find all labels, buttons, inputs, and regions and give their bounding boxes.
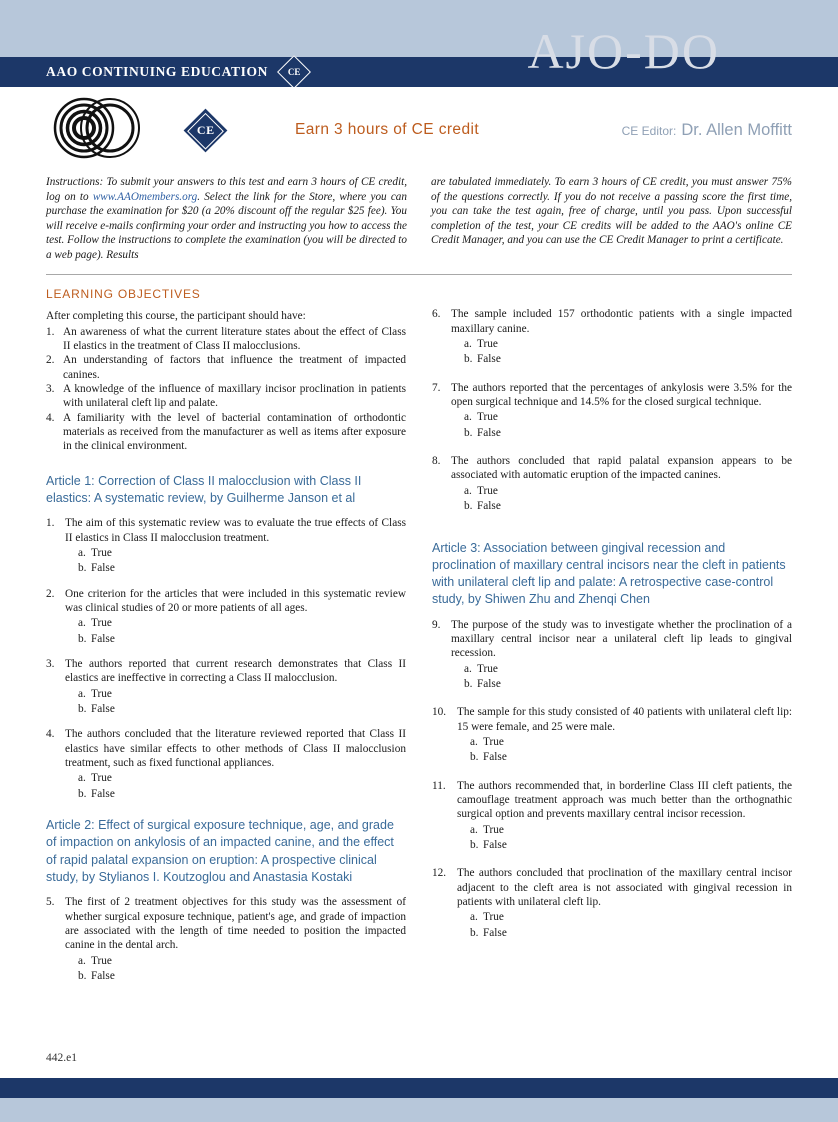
article-2-heading: Article 2: Effect of surgical exposure technique, age, and grade of impaction on ankylosis of an impacted canine, and the effect of rapid palatal expansion on eruption: A prospective clinical study, by Stylianos I. Koutzoglou and Anastasia Kostaki (46, 818, 394, 884)
option-letter: a. (78, 617, 86, 630)
option-letter: a. (470, 735, 478, 748)
question-5 (46, 895, 406, 983)
question-text: The aim of this systematic review was to evaluate the true effects of Class II elastics in Class II malocclusion treatment. (65, 517, 406, 544)
option-label: True (483, 823, 504, 836)
answer-option-false (464, 499, 792, 513)
option-letter: a. (464, 484, 472, 497)
instructions-right-column: are tabulated immediately. To earn 3 hours of CE credit, you must answer 75% of the questions correctly. If you do not receive a passing score the first time, you can take the test again, free of charge, until you pass. Upon successful completion of the test, your CE credits will be added to the AAO's online CE Credit Manager, and you can use the CE Credit Manager to print a certificate. (431, 176, 792, 247)
quiz-content (46, 285, 792, 994)
answer-option-false (78, 632, 406, 646)
option-letter: b. (78, 703, 87, 716)
answer-option-true (78, 546, 406, 560)
masthead (46, 97, 792, 163)
option-label: False (91, 787, 115, 800)
learning-objectives-heading: LEARNING OBJECTIVES (46, 287, 201, 302)
objective-number: 3. (46, 383, 55, 396)
question-text: One criterion for the articles that were included in this systematic review was clinical studies of 20 or more patients of all ages. (65, 587, 406, 615)
option-label: False (483, 926, 507, 939)
question-text: The sample for this study consisted of 40 patients with unilateral cleft lip: 15 were female, and 25 were male. (457, 706, 792, 733)
question-number: 4. (46, 728, 55, 741)
option-letter: b. (464, 353, 473, 366)
option-label: True (483, 735, 504, 748)
ce-badge-text: CE (287, 66, 301, 77)
option-label: True (477, 411, 498, 424)
question-6 (432, 307, 792, 366)
option-label: False (477, 677, 501, 690)
article-1-heading: Article 1: Correction of Class II malocclusion with Class II elastics: A systematic review, by Guilherme Janson et al (46, 473, 362, 506)
option-letter: b. (464, 500, 473, 513)
question-number: 5. (46, 896, 55, 909)
question-number: 3. (46, 658, 55, 671)
option-label: True (91, 954, 112, 967)
objective-text: A knowledge of the influence of maxillary incisor proclination in patients with unilateral cleft lip and palate. (63, 383, 406, 410)
aao-members-link[interactable]: www.AAOmembers.org (92, 190, 198, 203)
question-number: 1. (46, 517, 55, 530)
left-column (46, 285, 406, 994)
objective-text: An understanding of factors that influence the treatment of impacted canines. (63, 354, 406, 381)
bottom-margin-strip (0, 1098, 838, 1122)
option-label: False (477, 353, 501, 366)
answer-option-false (464, 426, 792, 440)
option-letter: a. (470, 911, 478, 924)
ce-diamond-icon (277, 55, 311, 89)
option-label: True (477, 662, 498, 675)
instructions-left-column (46, 175, 407, 262)
question-text: The first of 2 treatment objectives for this study was the assessment of whether surgical exposure technique, patient's age, and grade of impaction are associated with the length of time needed to position the impacted canine in the dental arch. (65, 896, 406, 952)
option-letter: a. (464, 662, 472, 675)
question-7 (432, 381, 792, 440)
question-1 (46, 516, 406, 575)
objective-number: 4. (46, 411, 55, 424)
objective-item (46, 325, 406, 354)
answer-option-true (464, 410, 792, 424)
question-number: 9. (432, 618, 441, 631)
answer-option-false (78, 969, 406, 983)
objective-number: 1. (46, 325, 55, 338)
answer-option-true (470, 910, 792, 924)
option-letter: a. (464, 411, 472, 424)
page-number: 442.e1 (46, 1052, 77, 1064)
option-label: False (91, 969, 115, 982)
option-label: False (483, 838, 507, 851)
ce-diamond-logo (184, 108, 228, 152)
question-text: The authors reported that current research demonstrates that Class II elastics are ineffective in correcting a Class II malocclusion. (65, 658, 406, 685)
ce-editor-label: CE Editor: (621, 123, 677, 138)
answer-option-true (78, 954, 406, 968)
question-text: The sample included 157 orthodontic patients with a single impacted maxillary canine. (451, 308, 792, 335)
answer-option-true (78, 771, 406, 785)
journal-title: AJO-DO (527, 23, 720, 79)
answer-option-true (470, 823, 792, 837)
option-letter: b. (464, 677, 473, 690)
question-12 (432, 866, 792, 940)
question-text: The authors concluded that the literature reviewed reported that Class II elastics have similar effects to other methods of Class II malocclusion treatment, such as fixed functional appliances. (65, 728, 406, 770)
question-number: 10. (432, 706, 447, 719)
question-number: 6. (432, 308, 441, 321)
answer-option-true (464, 662, 792, 676)
objective-item (46, 382, 406, 411)
question-number: 12. (432, 867, 447, 880)
question-3 (46, 657, 406, 716)
answer-option-false (470, 926, 792, 940)
option-label: True (477, 484, 498, 497)
option-label: False (91, 562, 115, 575)
option-letter: a. (78, 547, 86, 559)
option-letter: a. (470, 823, 478, 836)
option-label: False (91, 632, 115, 645)
ce-editor (622, 121, 792, 140)
option-label: True (91, 687, 112, 700)
answer-option-true (78, 687, 406, 701)
instructions-text: . Select the link for the Store, where you can purchase the examination for $20 (a 20% discount off the regular $25 fee). You will receive e-mails confirming your order and instructing you how to access the test. Follow the instructions to complete the examination (you will be directed to a web page). Results (46, 190, 407, 261)
option-letter: b. (470, 751, 479, 764)
question-number: 7. (432, 381, 441, 394)
earn-credit-text: Earn 3 hours of CE credit (295, 121, 480, 138)
objectives-intro: After completing this course, the participant should have: (46, 310, 306, 323)
option-label: True (91, 547, 112, 559)
answer-option-true (78, 616, 406, 630)
option-letter: a. (464, 338, 472, 351)
banner-title: AAO CONTINUING EDUCATION (46, 64, 268, 79)
option-letter: a. (78, 954, 86, 967)
instructions (46, 175, 792, 262)
answer-option-true (464, 337, 792, 351)
option-letter: b. (78, 787, 87, 800)
option-label: True (91, 772, 112, 785)
answer-option-false (470, 750, 792, 764)
question-text: The authors reported that the percentages of ankylosis were 3.5% for the open surgical technique and 14.5% for the closed surgical technique. (451, 381, 792, 409)
page-sheet (0, 87, 838, 1078)
option-label: False (483, 751, 507, 764)
option-label: False (477, 426, 501, 439)
option-letter: a. (78, 687, 86, 700)
answer-option-true (464, 484, 792, 498)
page-header (0, 0, 838, 87)
question-9 (432, 618, 792, 692)
objective-number: 2. (46, 354, 55, 367)
option-letter: b. (470, 838, 479, 851)
option-label: False (91, 703, 115, 716)
question-number: 8. (432, 455, 441, 468)
option-label: True (477, 338, 498, 351)
answer-option-false (78, 702, 406, 716)
option-letter: b. (78, 632, 87, 645)
objective-text: An awareness of what the current literature states about the effect of Class II elastics in the treatment of Class II malocclusions. (63, 325, 406, 353)
question-text: The authors concluded that rapid palatal expansion appears to be associated with automatic eruption of the impacted canines. (451, 455, 792, 482)
question-text: The authors recommended that, in borderline Class III cleft patients, the camouflage treatment approach was much better than the orthognathic surgical option and prevents maxillary central incisor recession. (457, 779, 792, 821)
answer-option-false (470, 838, 792, 852)
ce-badge-text: CE (196, 122, 215, 137)
objective-text: A familiarity with the level of bacterial contamination of orthodontic materials as received from the manufacturer as well as items after exposure in the clinical environment. (63, 411, 406, 453)
right-column (432, 285, 792, 994)
option-letter: b. (470, 926, 479, 939)
question-8 (432, 454, 792, 513)
footer-bar (0, 1078, 838, 1098)
aao-logo-icon (46, 97, 146, 164)
objective-item (46, 411, 406, 454)
answer-option-true (470, 735, 792, 749)
answer-option-false (78, 561, 406, 575)
question-number: 2. (46, 587, 55, 600)
objective-item (46, 353, 406, 382)
question-4 (46, 727, 406, 801)
question-2 (46, 587, 406, 646)
question-11 (432, 779, 792, 853)
ce-diamond-inner-border (187, 112, 224, 149)
option-letter: a. (78, 772, 86, 785)
option-letter: b. (78, 562, 87, 575)
section-divider (46, 274, 792, 275)
question-text: The authors concluded that proclination of the maxillary central incisor adjacent to the cleft area is not associated with gingival recession in patients with unilateral cleft lip. (457, 867, 792, 908)
answer-option-false (78, 787, 406, 801)
option-label: True (483, 911, 504, 924)
instructions-text: Instructions: To submit your answers to this test and earn 3 hours of CE credit, log on to (46, 176, 407, 203)
question-number: 11. (432, 779, 446, 792)
question-text: The purpose of the study was to investigate whether the proclination of a maxillary central incisor near a unilateral cleft lip leads to gingival recession. (451, 618, 792, 660)
option-label: False (477, 500, 501, 513)
article-3-heading: Article 3: Association between gingival recession and proclination of maxillary central incisors near the cleft in patients with unilateral cleft lip and palate: A retrospective case-control study, by Shiwen Zhu and Zhenqi Chen (432, 540, 786, 607)
option-label: True (91, 617, 112, 630)
ce-editor-name: Dr. Allen Moffitt (681, 120, 792, 139)
option-letter: b. (78, 969, 87, 982)
answer-option-false (464, 677, 792, 691)
answer-option-false (464, 352, 792, 366)
option-letter: b. (464, 426, 473, 439)
question-10 (432, 705, 792, 764)
